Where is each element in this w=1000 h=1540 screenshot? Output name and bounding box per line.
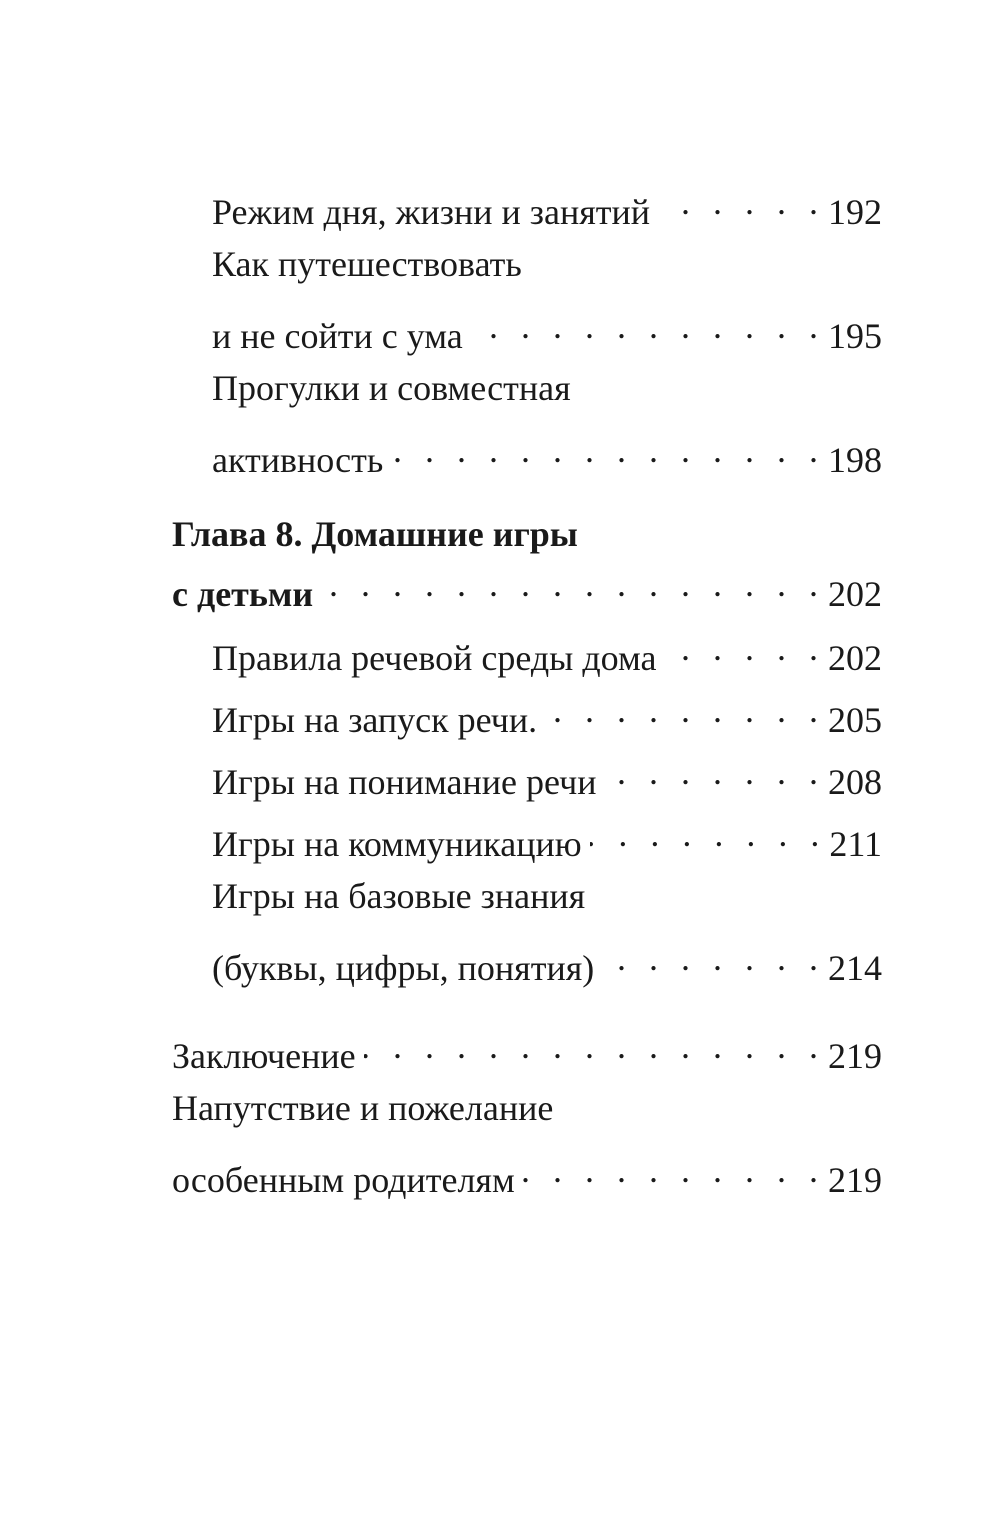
toc-entry-travel-line2 [212,304,882,358]
toc-entry-page: 219 [828,1160,882,1200]
chapter-title: Глава 8. Домашние игры [172,514,578,554]
toc-entry-parting-line2 [172,1148,882,1202]
dot-leader [391,428,818,472]
toc-entry-title: Игры на запуск речи. [212,700,538,740]
toc-entry-understanding-games [212,750,882,804]
toc-entry-communication-games [212,812,882,866]
toc-entry-speech-environment [212,626,882,680]
toc-entry-title: Напутствие и пожелание [172,1088,554,1128]
dot-leader [364,1024,818,1068]
toc-entry-page: 202 [828,638,882,678]
dot-leader [590,812,820,856]
toc-entry-title: Прогулки и совместная [212,368,571,408]
toc-entry-title: Игры на коммуникацию [212,824,582,864]
toc-entry-page: 192 [828,192,882,232]
toc-entry-speech-launch-games [212,688,882,742]
dot-leader [604,750,818,794]
toc-entry-conclusion [172,1024,882,1078]
toc-entry-title: активность [212,440,384,480]
dot-leader [602,936,818,980]
chapter-8-heading-line2 [172,562,882,616]
dot-leader [658,180,818,224]
toc-entry-title: Игры на базовые знания [212,876,586,916]
toc-entry-parting-line1 [172,1086,882,1130]
toc-entry-page: 208 [828,762,882,802]
dot-leader [471,304,818,348]
toc-entry-title: Игры на понимание речи [212,762,597,802]
toc-entry-travel-line1 [212,242,882,286]
toc-entry-walks-line2 [212,428,882,482]
toc-entry-daily-routine [212,180,882,234]
dot-leader [523,1148,818,1192]
toc-entry-page: 219 [828,1036,882,1076]
toc-entry-title: Правила речевой среды дома [212,638,657,678]
toc-entry-page: 205 [828,700,882,740]
dot-leader [665,626,819,670]
toc-entry-title: особенным родителям [172,1160,515,1200]
toc-entry-title: и не сойти с ума [212,316,463,356]
toc-entry-walks-line1 [212,366,882,410]
toc-entry-title: Режим дня, жизни и занятий [212,192,651,232]
dot-leader [545,688,818,732]
toc-entry-page: 195 [828,316,882,356]
toc-entry-basic-knowledge-line2 [212,936,882,990]
toc-entry-title: (буквы, цифры, понятия) [212,948,595,988]
toc-entry-title: Как путешествовать [212,244,522,284]
toc-entry-page: 198 [828,440,882,480]
toc-entry-page: 211 [829,824,882,864]
toc-entry-page: 214 [828,948,882,988]
toc-entry-title: Заключение [172,1036,356,1076]
chapter-title: с детьми [172,574,314,614]
chapter-8-heading-line1 [172,512,882,556]
toc-entry-basic-knowledge-line1 [212,874,882,918]
toc-entry-page: 202 [828,574,882,614]
dot-leader [321,562,818,606]
